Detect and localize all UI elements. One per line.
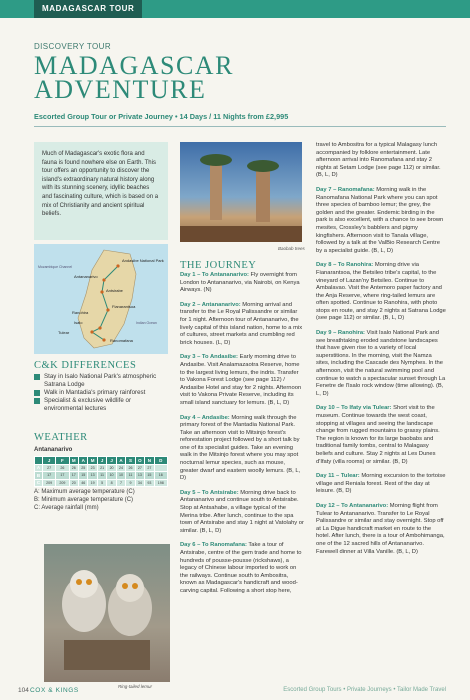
table-cell: 17	[56, 472, 69, 480]
table-cell: 34	[135, 479, 144, 487]
page-footer	[0, 682, 470, 700]
table-cell: S	[126, 457, 135, 465]
baobab-photo	[180, 142, 302, 242]
itinerary-day: Day 5 – To Antsirabe: Morning drive back to Antananarivo and continue south to Antsirabe. Stop at Antsahabe, a village typical of the Merina tribe. After lunch, continue to the spa town of Antsirabe and stay 1 night at Vatolahy or similar. (B, L, D)	[180, 489, 304, 534]
itinerary-column-2	[316, 142, 446, 563]
ck-differences-list	[34, 373, 168, 413]
map-graphic	[34, 244, 168, 354]
page-number: 104	[18, 687, 29, 694]
table-row	[35, 457, 168, 465]
itinerary-day: travel to Ambositra for a typical Malagasy lunch accompanied by folklore entertainment. Late afternoon arrival into Ranomafana and stay 2 nights at Setam Lodge (see page 112) or similar. (B, L, D)	[316, 142, 441, 179]
itinerary-day: Day 12 – To Antananarivo: Morning flight from Tulear to Antananarivo. Transfer to Le Royal Palissandre or similar and stay overnight. Stop off at La Digue handicraft market en route to the hotel. After lunch, there is a tour of Ambohimanga, one of the 12 sacred hills of Antananarivo. Farewell dinner at Villa Vanille. (B, L, D)	[316, 502, 445, 555]
weather-legend	[34, 488, 135, 512]
table-cell: 26	[126, 464, 135, 472]
legend-item: C: Average rainfall (mm)	[34, 505, 99, 511]
table-cell: 20	[107, 464, 116, 472]
table-cell: 13	[135, 472, 144, 480]
itinerary-day: Day 4 – Andasibe: Morning walk through the primary forest of the Mantadia National Park. Take an afternoon visit to Mitsinjo forest's reforestation project followed by a short talk by one of its specialist guides. Take an evening walk in the Mitsinjo forest where you may spot nocturnal lemur species, such as mouse, greater dwarf and eastern woolly lemurs. (B, L, D)	[180, 414, 301, 482]
summary-box: Much of Madagascar's exotic flora and fauna is found nowhere else on Earth. This tour offers an opportunity to discover the island's extraordinary natural history along with its stunning scenery, idyllic beaches and fascinating culture, which is based on a mix of Christianity and ancient spiritual beliefs.	[34, 142, 168, 240]
weather-location: Antananarivo	[34, 447, 73, 453]
table-cell: C	[35, 479, 43, 487]
table-cell: 10	[116, 472, 125, 480]
itinerary-day: Day 6 – To Ranomafana: Take a tour of Antsirabe, centre of the gem trade and home to hundreds of pousse-pousse (rickshaws), a legacy of Chinese labour imported to work on the railways. Continue south to Ambositra, known as Madagascar's handicraft and wood-carving capital. Following a short stop here,	[180, 542, 302, 594]
table-cell: 27	[43, 464, 56, 472]
table-cell: 20	[69, 479, 78, 487]
tour-subtitle: Escorted Group Tour or Private Journey • 14 Days / 11 Nights from £2,995	[34, 112, 289, 121]
itinerary-day: Day 8 – To Ranohira: Morning drive via Fianarantsoa, the Betsileo tribe's capital, to the vineyard of Lazan'ny Betsileo. Continue to Ambalavao. Visit the Antemoro paper factory and the Anja Reserve, where ring-tailed lemurs are often spotted. Continue to Ranohira, with photo stops en route, and stay 2 nights at Satrana Lodge (see page 112) or similar. (B, L, D)	[316, 262, 446, 322]
tour-tag: DISCOVERY TOUR	[34, 42, 112, 51]
table-cell: 9	[126, 479, 135, 487]
itinerary-day: Day 9 – Ranohira: Visit Isalo National Park and see breathtaking eroded sandstone landscapes that have given rise to a variety of local superstitions. In the morning, visit the Namza sites, including the Cascade des Nymphes. In the afternoon, visit the natural swimming pool and continue to watch a spectacular sunset through La Fenetre de l'Isalo rock window (time allowing). (B, L, D)	[316, 330, 446, 397]
legend-item: A: Maximum average temperature (C)	[34, 489, 135, 495]
route-map	[34, 244, 168, 354]
table-cell: 21	[97, 464, 106, 472]
map-label-ranomafana: Ranomafana	[110, 338, 133, 343]
itinerary-day: Day 3 – To Andasibe: Early morning drive to Andasibe. Visit Analamazaotra Reserve, home to the largest living lemurs, the indris. Transfer to Vakona Forest Lodge (see page 112) / Andasibe Hotel and stay for 2 nights. Afternoon visit to Vakona Private Reserve, including its small island sanctuary for lemurs. (B, L, D)	[180, 354, 302, 406]
table-cell: A	[35, 464, 43, 472]
map-label-ocean: Indian Ocean	[136, 321, 157, 325]
footer-links: Escorted Group Tours • Private Journeys • Tailor Made Travel	[283, 687, 446, 693]
table-cell: 7	[116, 479, 125, 487]
table-cell: 198	[154, 479, 167, 487]
map-label-tulear: Tulear	[58, 330, 70, 335]
title-line-2: ADVENTURE	[34, 75, 207, 104]
table-cell: A	[116, 457, 125, 465]
itinerary-day: Day 10 – To Ifaty via Tulear: Short visit to the museum. Continue towards the west coast, stopping at villages and seeing the landscape change from rugged mountains to grassy plains. The region is known for its large baobabs and traditional family tombs, central to Malagasy beliefs and culture. Stay 2 nights at Les Dunes d'Ifaty (villa rooms) or similar. (B, D)	[316, 405, 440, 465]
top-banner	[0, 0, 470, 18]
ck-differences-heading: C&K DIFFERENCES	[34, 360, 137, 371]
table-row	[35, 472, 168, 480]
page-title	[34, 51, 294, 104]
table-cell: J	[107, 457, 116, 465]
table-cell: 19	[88, 479, 97, 487]
list-item: Specialist & exclusive wildlife or environmental lectures	[34, 397, 168, 413]
table-row	[35, 479, 168, 487]
title-line-1: MADAGASCAR	[34, 51, 234, 80]
table-cell: 11	[97, 472, 106, 480]
table-cell: 209	[56, 479, 69, 487]
table-cell: 15	[145, 472, 154, 480]
table-cell: 27	[135, 464, 144, 472]
table-cell: D	[154, 457, 167, 465]
table-cell: 209	[43, 479, 56, 487]
table-cell: B	[35, 472, 43, 480]
table-cell: 16	[154, 472, 167, 480]
table-cell: 23	[88, 464, 97, 472]
map-label-antananarivo: Antananarivo	[74, 274, 98, 279]
list-item: Stay in Isalo National Park's atmospheric Satrana Lodge	[34, 373, 168, 389]
baobab-caption: Baobab trees	[278, 246, 305, 251]
table-cell	[35, 457, 43, 465]
table-cell: 25	[78, 464, 87, 472]
table-cell: F	[56, 457, 69, 465]
weather-table	[34, 456, 168, 487]
map-label-channel: Mozambique Channel	[38, 265, 73, 269]
table-cell: 93	[145, 479, 154, 487]
table-cell: J	[97, 457, 106, 465]
table-cell: 8	[107, 479, 116, 487]
table-cell: 26	[56, 464, 69, 472]
weather-heading: WEATHER	[34, 432, 88, 443]
divider	[34, 126, 446, 127]
table-cell: A	[78, 457, 87, 465]
baobab-illustration	[180, 142, 302, 242]
map-label-antsirabe: Antsirabe	[106, 288, 123, 293]
table-cell: 5	[97, 479, 106, 487]
table-cell: 27	[145, 464, 154, 472]
table-cell: O	[135, 457, 144, 465]
table-cell	[154, 464, 167, 472]
table-cell: 17	[69, 472, 78, 480]
table-cell: 13	[88, 472, 97, 480]
brand-name: COX & KINGS	[30, 687, 79, 694]
itinerary-column-1	[180, 272, 304, 603]
map-label-fianarantsoa: Fianarantsoa	[112, 304, 136, 309]
table-cell: N	[145, 457, 154, 465]
itinerary-day: Day 7 – Ranomafana: Morning walk in the Ranomafana National Park where you can spot three species of bamboo lemur; the grey, the golden and the greater. Endemic birding in the park is also excellent, with a chance to see brown mesites, Crossley's babblers and pigmy kingfishers. Afternoon visit to Tanala village, followed by a talk at the ValBio Research Centre by a specialist guide. (B, L, D)	[316, 186, 444, 254]
table-cell: 10	[107, 472, 116, 480]
section-label: MADAGASCAR TOUR	[34, 0, 142, 18]
table-cell: 11	[126, 472, 135, 480]
table-cell: 17	[43, 472, 56, 480]
table-cell: M	[69, 457, 78, 465]
table-cell: M	[88, 457, 97, 465]
itinerary-day: Day 1 – To Antananarivo: Fly overnight from London to Antananarivo, via Nairobi, on Kenya Airways. (N)	[180, 272, 300, 294]
lemur-photo	[44, 544, 170, 682]
legend-item: B: Minimum average temperature (C)	[34, 497, 134, 503]
map-label-isalo: Isalo	[74, 320, 83, 325]
table-cell: 24	[116, 464, 125, 472]
journey-heading: THE JOURNEY	[180, 260, 257, 271]
map-label-ranohira: Ranohira	[72, 310, 89, 315]
itinerary-day: Day 2 – Antananarivo: Morning arrival and transfer to the Le Royal Palissandre or similar for 1 night. Afternoon tour of Antananarivo, the lively capital of this island nation, home to a mix of cultures, street markets and crumbling red brick houses. (L, D)	[180, 301, 303, 346]
lemur-illustration	[44, 544, 170, 682]
list-item: Walk in Mantadia's primary rainforest	[34, 389, 168, 397]
table-cell: 15	[78, 472, 87, 480]
lemur-caption: Ring-tailed lemur	[118, 684, 153, 689]
table-cell: 26	[69, 464, 78, 472]
table-row	[35, 464, 168, 472]
map-label-andasibe: Andasibe National Park	[122, 258, 164, 263]
table-cell: J	[43, 457, 56, 465]
table-cell: 46	[78, 479, 87, 487]
itinerary-day: Day 11 – Tulear: Morning excursion to the tortoise village and Reniala forest. Rest of the day at leisure. (B, D)	[316, 473, 446, 495]
